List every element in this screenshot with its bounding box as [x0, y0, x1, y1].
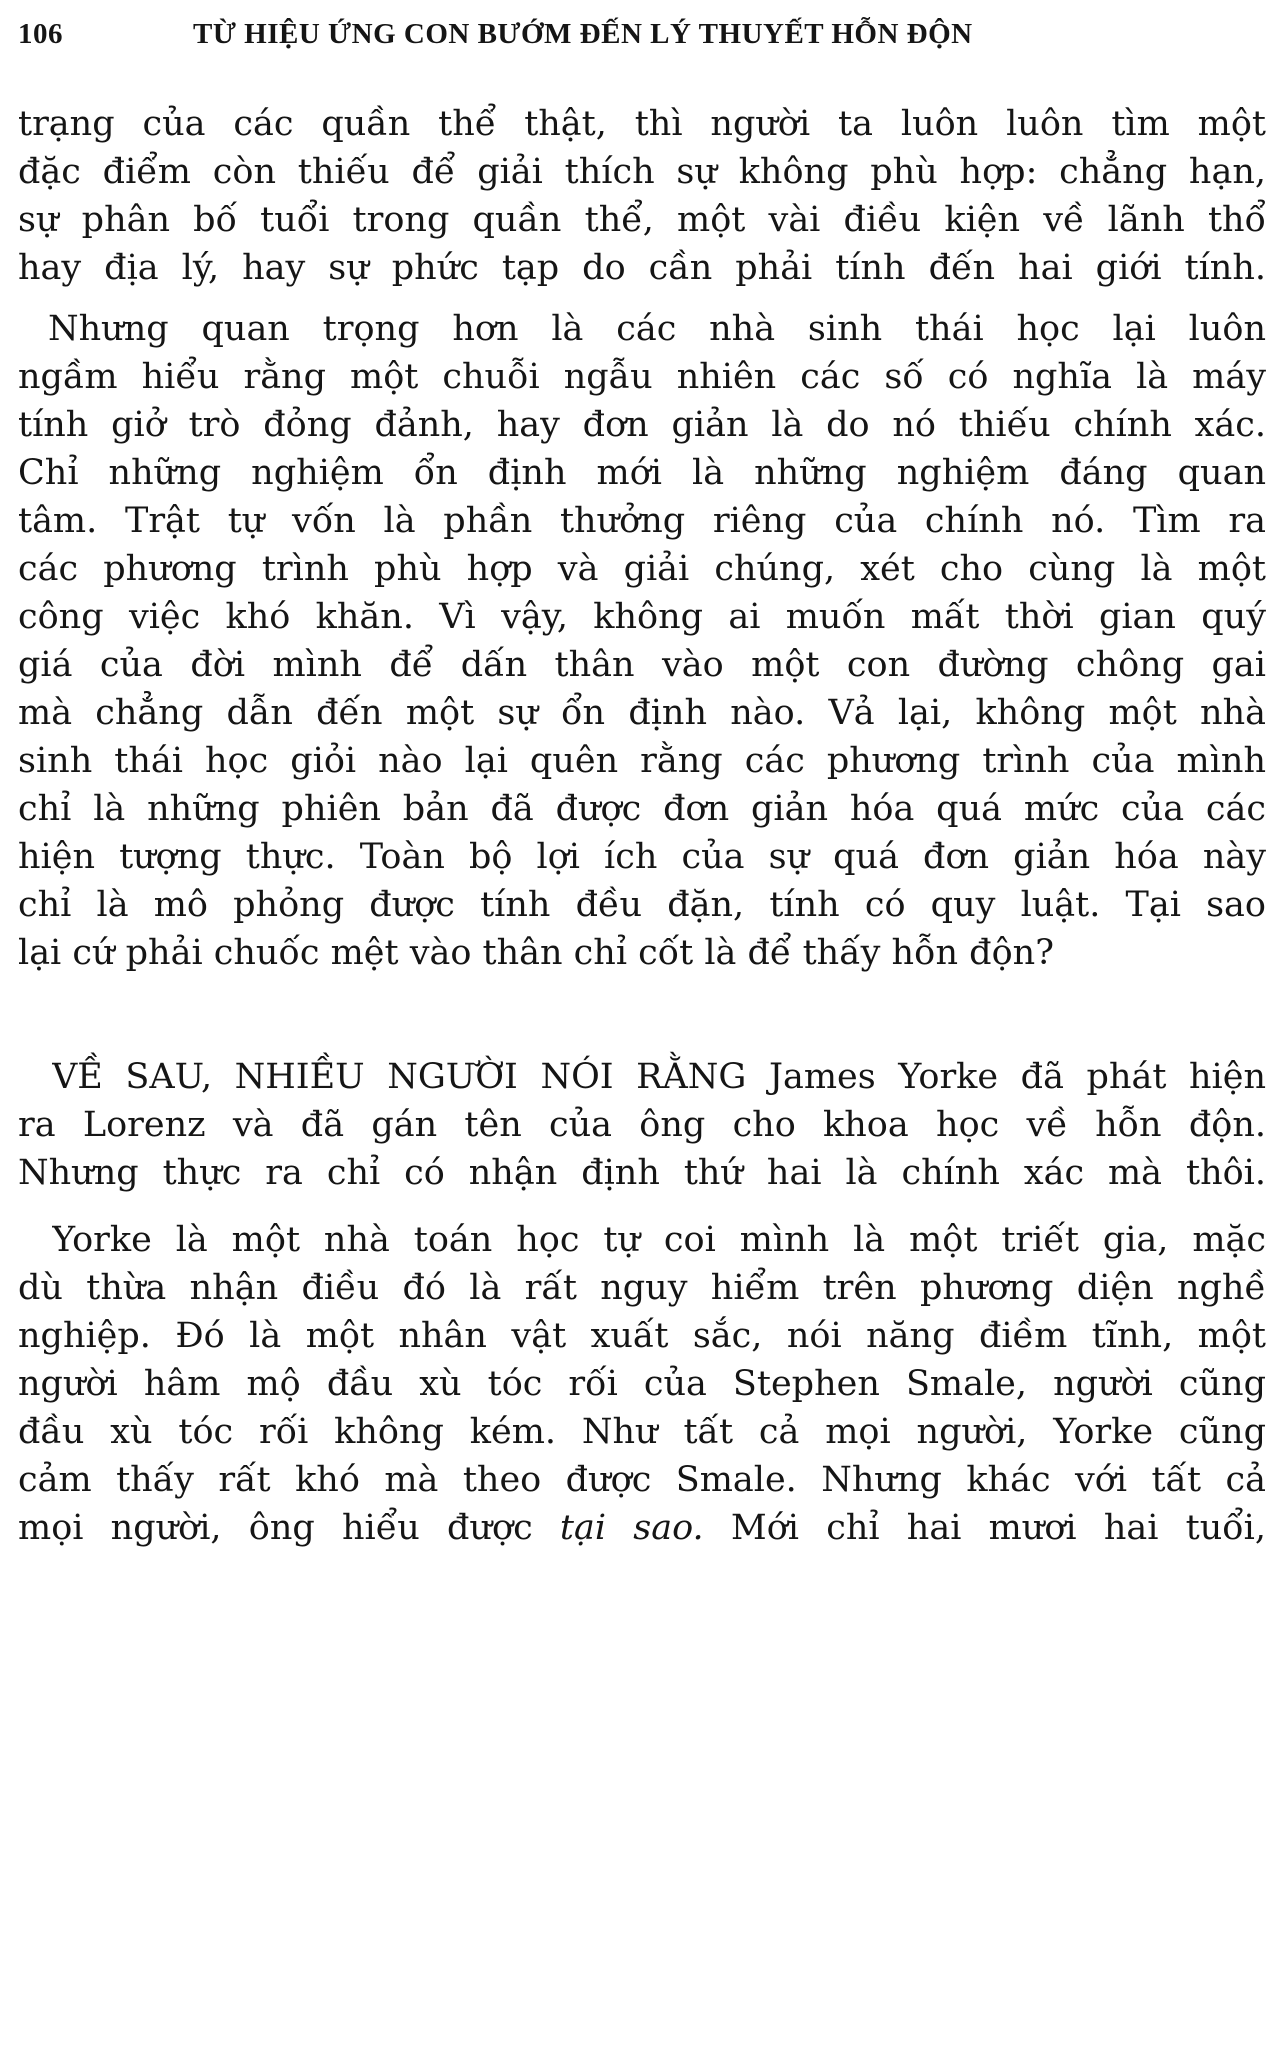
text-line: đầu xù tóc rối không kém. Như tất cả mọi người, Yorke cũng	[18, 1412, 1266, 1452]
italic-emphasis: tại sao.	[559, 1508, 704, 1548]
text-line: cảm thấy rất khó mà theo được Smale. Nhưng khác với tất cả	[18, 1460, 1266, 1500]
running-title: TỪ HIỆU ỨNG CON BƯỚM ĐẾN LÝ THUYẾT HỖN ĐỘN	[193, 18, 973, 50]
text-line: tính giở trò đỏng đảnh, hay đơn giản là do nó thiếu chính xác.	[18, 405, 1266, 445]
text-segment: mọi người, ông hiểu được	[18, 1508, 560, 1548]
text-line: chỉ là những phiên bản đã được đơn giản hóa quá mức của các	[18, 789, 1266, 829]
text-line: Nhưng quan trọng hơn là các nhà sinh thái học lại luôn	[48, 309, 1266, 349]
running-header	[18, 18, 1262, 58]
text-line: giá của đời mình để dấn thân vào một con đường chông gai	[18, 645, 1266, 685]
text-line: chỉ là mô phỏng được tính đều đặn, tính có quy luật. Tại sao	[18, 885, 1266, 925]
text-line: hiện tượng thực. Toàn bộ lợi ích của sự quá đơn giản hóa này	[18, 837, 1266, 877]
text-line: trạng của các quần thể thật, thì người ta luôn luôn tìm một	[18, 104, 1266, 144]
text-line: người hâm mộ đầu xù tóc rối của Stephen Smale, người cũng	[18, 1364, 1266, 1404]
text-line: ra Lorenz và đã gán tên của ông cho khoa học về hỗn độn.	[18, 1105, 1266, 1145]
text-line: tâm. Trật tự vốn là phần thưởng riêng của chính nó. Tìm ra	[18, 501, 1266, 541]
text-line: sinh thái học giỏi nào lại quên rằng các phương trình của mình	[18, 741, 1266, 781]
text-line: Chỉ những nghiệm ổn định mới là những nghiệm đáng quan	[18, 453, 1266, 493]
text-line: dù thừa nhận điều đó là rất nguy hiểm trên phương diện nghề	[18, 1268, 1266, 1308]
text-line: lại cứ phải chuốc mệt vào thân chỉ cốt là để thấy hỗn độn?	[18, 933, 1054, 973]
text-line: hay địa lý, hay sự phức tạp do cần phải tính đến hai giới tính.	[18, 248, 1266, 288]
text-line: sự phân bố tuổi trong quần thể, một vài điều kiện về lãnh thổ	[18, 200, 1266, 240]
text-line: Nhưng thực ra chỉ có nhận định thứ hai là chính xác mà thôi.	[18, 1153, 1266, 1193]
text-line: đặc điểm còn thiếu để giải thích sự không phù hợp: chẳng hạn,	[18, 152, 1266, 192]
text-line: nghiệp. Đó là một nhân vật xuất sắc, nói năng điềm tĩnh, một	[18, 1316, 1266, 1356]
page-number: 106	[18, 18, 63, 50]
text-segment: Mới chỉ hai mươi hai tuổi,	[703, 1508, 1266, 1548]
text-line: các phương trình phù hợp và giải chúng, xét cho cùng là một	[18, 549, 1266, 589]
text-line: mà chẳng dẫn đến một sự ổn định nào. Vả lại, không một nhà	[18, 693, 1266, 733]
text-line: ngầm hiểu rằng một chuỗi ngẫu nhiên các số có nghĩa là máy	[18, 357, 1266, 397]
text-line: Yorke là một nhà toán học tự coi mình là một triết gia, mặc	[52, 1220, 1266, 1260]
text-line-final	[18, 1498, 1266, 1558]
text-line: công việc khó khăn. Vì vậy, không ai muốn mất thời gian quý	[18, 597, 1266, 637]
text-line: VỀ SAU, NHIỀU NGƯỜI NÓI RẰNG James Yorke đã phát hiện	[52, 1057, 1266, 1097]
